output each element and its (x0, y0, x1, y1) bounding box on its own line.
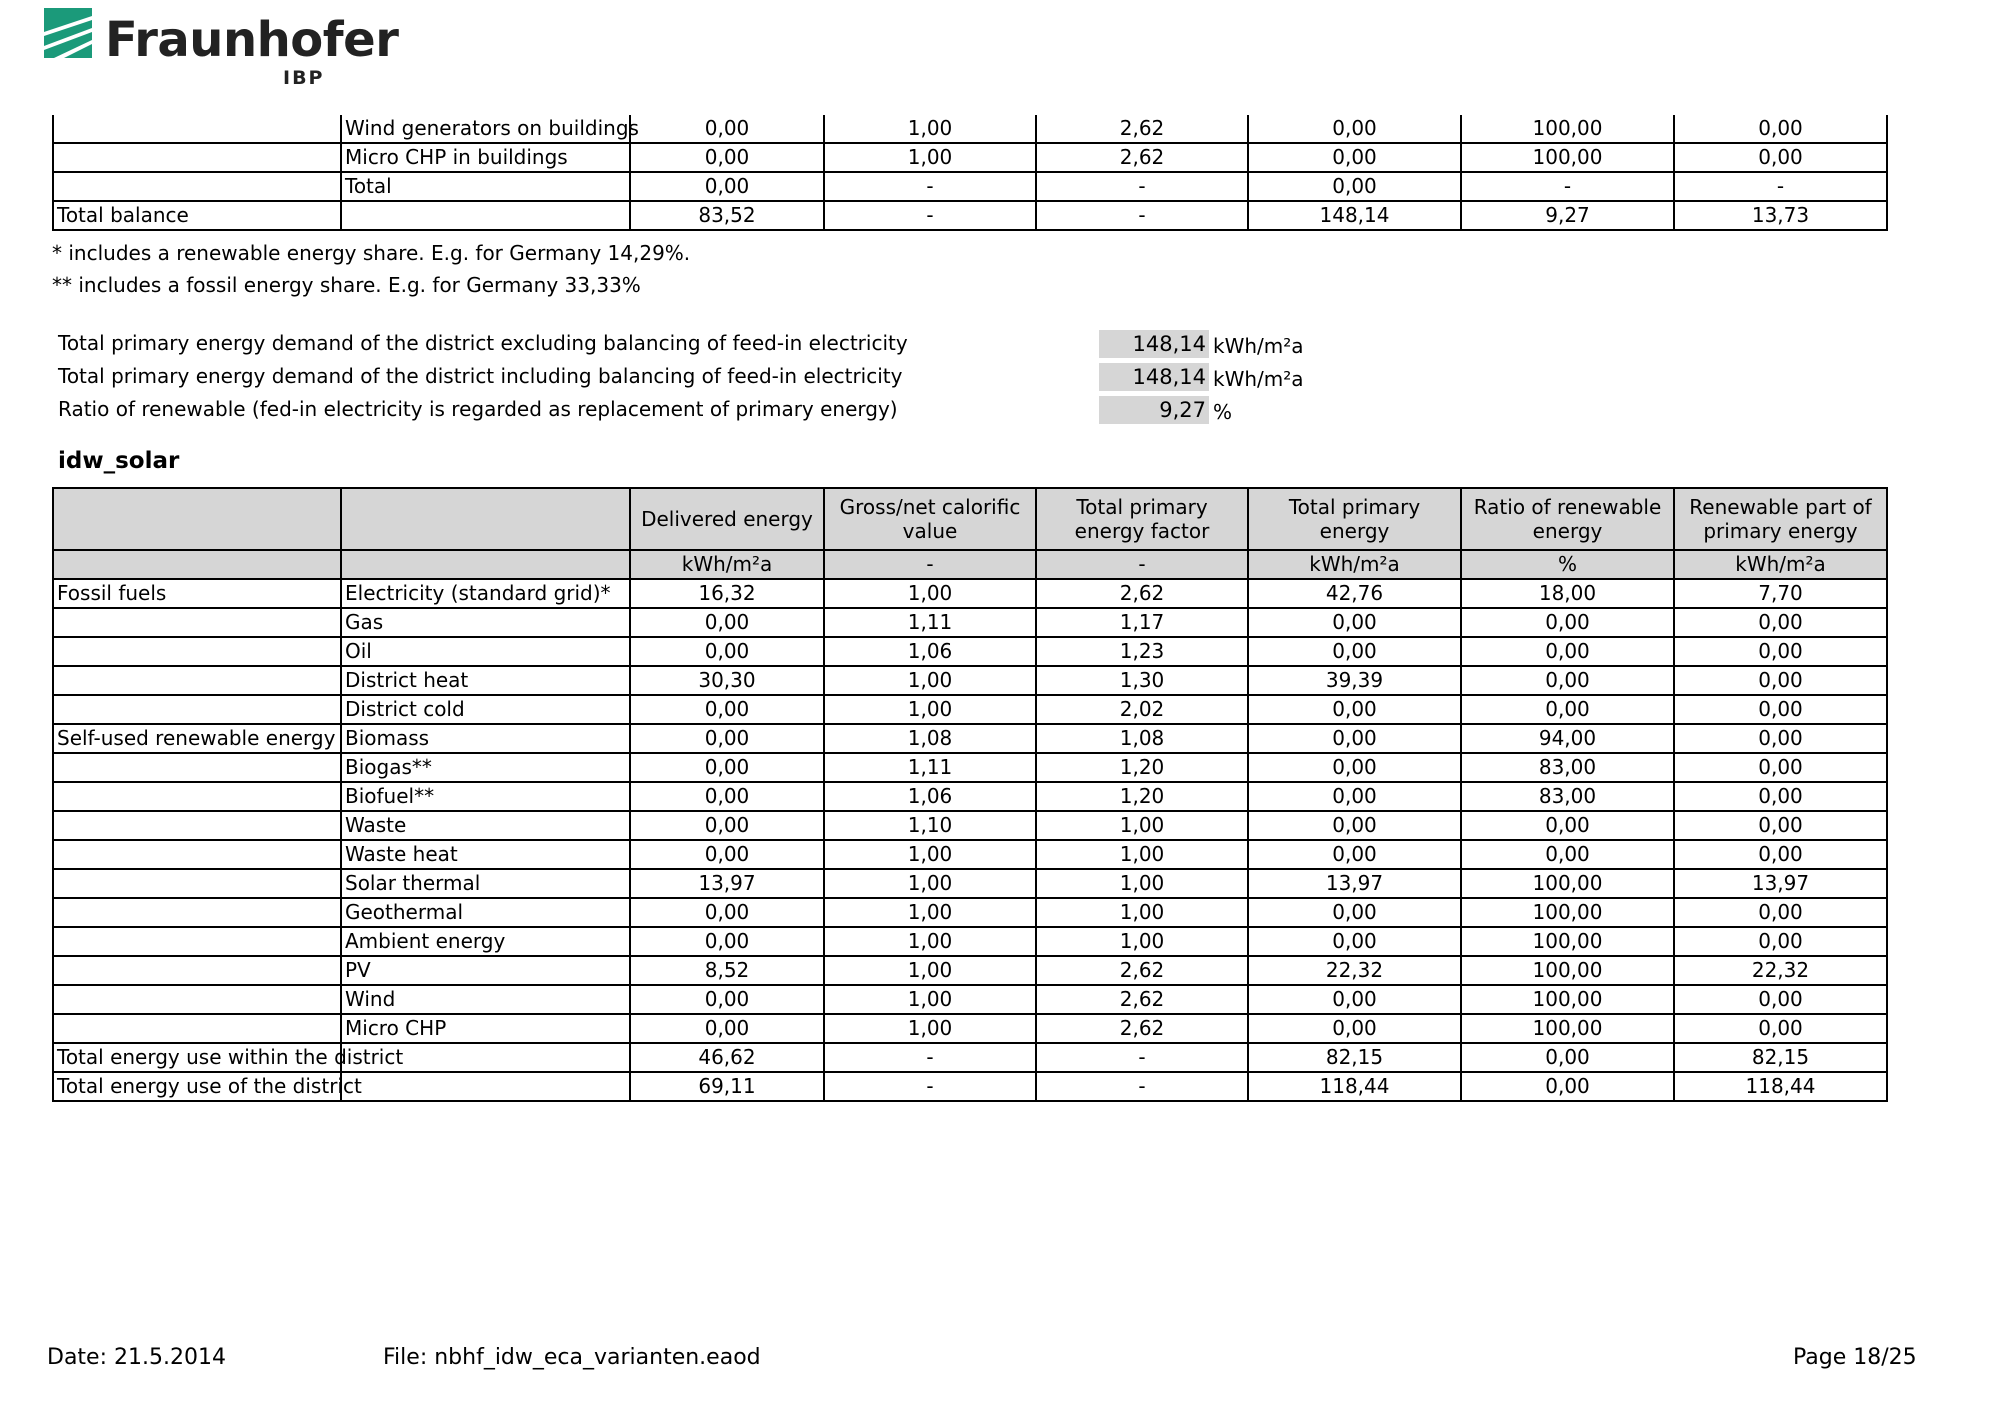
table-cell: 1,00 (824, 898, 1036, 927)
table-cell: 0,00 (1248, 637, 1461, 666)
table-cell: 13,97 (1674, 869, 1887, 898)
table-cell: 0,00 (1248, 927, 1461, 956)
table-cell: 1,06 (824, 637, 1036, 666)
table-cell: 1,00 (824, 956, 1036, 985)
table-cell: 0,00 (1674, 115, 1887, 143)
footer-date: Date: 21.5.2014 (47, 1345, 226, 1370)
table-cell: District heat (341, 666, 630, 695)
table-cell: 1,08 (1036, 724, 1248, 753)
table-cell: Waste (341, 811, 630, 840)
table-cell: - (1036, 1043, 1248, 1072)
table-row (53, 637, 1887, 666)
table-cell: 100,00 (1461, 143, 1674, 172)
table-cell (53, 927, 341, 956)
table-cell (53, 898, 341, 927)
summary-label-excl: Total primary energy demand of the district excluding balancing of feed-in electricity (58, 331, 908, 355)
table-cell: 0,00 (1248, 143, 1461, 172)
table-cell: 83,52 (630, 201, 824, 230)
table-cell: 69,11 (630, 1072, 824, 1101)
table-row (53, 782, 1887, 811)
table-cell (53, 637, 341, 666)
summary-unit-excl: kWh/m²a (1213, 334, 1304, 358)
table-cell: - (824, 1072, 1036, 1101)
table-row (53, 172, 1887, 201)
table-cell: 118,44 (1248, 1072, 1461, 1101)
table-row (53, 898, 1887, 927)
summary-value-excl: 148,14 (1099, 330, 1209, 358)
table-cell: 0,00 (1248, 753, 1461, 782)
table-cell: 83,00 (1461, 782, 1674, 811)
table-cell: 100,00 (1461, 898, 1674, 927)
column-header (341, 488, 630, 550)
table-cell: Oil (341, 637, 630, 666)
table-cell: 0,00 (1248, 724, 1461, 753)
table-cell: 0,00 (630, 143, 824, 172)
table-cell: 0,00 (1461, 1043, 1674, 1072)
table-row (53, 115, 1887, 143)
table-cell: 2,62 (1036, 1014, 1248, 1043)
unit-header: kWh/m²a (1674, 550, 1887, 579)
table-cell: 0,00 (1248, 695, 1461, 724)
note-renewable-share: * includes a renewable energy share. E.g. for Germany 14,29%. (52, 241, 691, 265)
top-table (52, 115, 1888, 231)
table-cell: 0,00 (1674, 608, 1887, 637)
table-row (53, 985, 1887, 1014)
table-cell: 22,32 (1674, 956, 1887, 985)
table-cell: 0,00 (630, 927, 824, 956)
table-cell: 0,00 (1248, 115, 1461, 143)
table-cell: - (1036, 201, 1248, 230)
table-cell: Gas (341, 608, 630, 637)
table-cell: Biomass (341, 724, 630, 753)
table-cell: 2,62 (1036, 115, 1248, 143)
table-cell: 1,00 (1036, 927, 1248, 956)
table-row (53, 201, 1887, 230)
table-cell: 100,00 (1461, 1014, 1674, 1043)
table-cell (53, 811, 341, 840)
main-table (52, 487, 1888, 1102)
table-row (53, 579, 1887, 608)
fraunhofer-logo-icon (44, 8, 92, 58)
table-cell (53, 666, 341, 695)
table-cell: 83,00 (1461, 753, 1674, 782)
table-cell: 13,97 (630, 869, 824, 898)
table-cell (53, 695, 341, 724)
table-cell: 0,00 (630, 782, 824, 811)
table-cell: 82,15 (1248, 1043, 1461, 1072)
table-cell: 1,00 (824, 1014, 1036, 1043)
table-cell: 1,00 (824, 985, 1036, 1014)
table-cell: Wind generators on buildings (341, 115, 630, 143)
table-cell: - (1461, 172, 1674, 201)
table-cell: 0,00 (1674, 143, 1887, 172)
table-cell: 82,15 (1674, 1043, 1887, 1072)
table-cell: 0,00 (1461, 637, 1674, 666)
table-cell: 0,00 (1248, 1014, 1461, 1043)
table-cell: 1,10 (824, 811, 1036, 840)
table-cell: 1,08 (824, 724, 1036, 753)
table-row (53, 666, 1887, 695)
table-cell: Wind (341, 985, 630, 1014)
table-cell: 0,00 (1461, 608, 1674, 637)
column-header: Ratio of renewable energy (1461, 488, 1674, 550)
table-cell: Self-used renewable energy (53, 724, 341, 753)
table-cell: 7,70 (1674, 579, 1887, 608)
table-cell: 100,00 (1461, 956, 1674, 985)
summary-value-ratio: 9,27 (1099, 396, 1209, 424)
table-row (53, 927, 1887, 956)
table-cell: Ambient energy (341, 927, 630, 956)
table-cell: 1,00 (824, 927, 1036, 956)
table-row (53, 143, 1887, 172)
total-row (53, 1072, 1887, 1101)
table-cell: 0,00 (1674, 753, 1887, 782)
table-cell: 0,00 (630, 608, 824, 637)
table-cell: - (1036, 172, 1248, 201)
table-cell: 1,11 (824, 608, 1036, 637)
table-cell: 2,02 (1036, 695, 1248, 724)
logo-name: Fraunhofer (105, 12, 399, 68)
logo-sub: IBP (283, 67, 325, 89)
table-cell: 1,00 (1036, 840, 1248, 869)
table-cell: 0,00 (630, 695, 824, 724)
table-cell: 100,00 (1461, 869, 1674, 898)
table-cell: - (1674, 172, 1887, 201)
table-cell: 0,00 (630, 1014, 824, 1043)
summary-unit-incl: kWh/m²a (1213, 367, 1304, 391)
table-cell: 1,06 (824, 782, 1036, 811)
table-cell: 2,62 (1036, 579, 1248, 608)
table-cell: 2,62 (1036, 985, 1248, 1014)
table-cell: 0,00 (630, 898, 824, 927)
section-title: idw_solar (58, 448, 180, 474)
table-cell: - (824, 201, 1036, 230)
table-row (53, 956, 1887, 985)
table-cell: 0,00 (1461, 840, 1674, 869)
header-row (53, 488, 1887, 550)
total-row (53, 1043, 1887, 1072)
unit-header: - (1036, 550, 1248, 579)
unit-header: kWh/m²a (630, 550, 824, 579)
table-cell: 1,17 (1036, 608, 1248, 637)
table-cell (53, 143, 341, 172)
table-cell: Micro CHP in buildings (341, 143, 630, 172)
table-cell: 0,00 (1674, 1014, 1887, 1043)
table-cell: 0,00 (1674, 637, 1887, 666)
table-cell: 0,00 (1248, 985, 1461, 1014)
table-cell: - (824, 172, 1036, 201)
column-header: Gross/net calorific value (824, 488, 1036, 550)
table-cell: 0,00 (630, 115, 824, 143)
table-cell: 100,00 (1461, 985, 1674, 1014)
table-cell: 148,14 (1248, 201, 1461, 230)
table-cell: 0,00 (1674, 811, 1887, 840)
table-cell: 0,00 (630, 985, 824, 1014)
column-header: Delivered energy (630, 488, 824, 550)
table-cell: 0,00 (630, 840, 824, 869)
unit-header: kWh/m²a (1248, 550, 1461, 579)
table-cell: 9,27 (1461, 201, 1674, 230)
table-cell: 30,30 (630, 666, 824, 695)
table-cell: 8,52 (630, 956, 824, 985)
table-cell: Total (341, 172, 630, 201)
table-cell (53, 956, 341, 985)
table-cell: 0,00 (1248, 811, 1461, 840)
table-row (53, 840, 1887, 869)
table-cell: 0,00 (630, 811, 824, 840)
table-cell (341, 1072, 630, 1101)
table-cell: 1,00 (824, 840, 1036, 869)
table-row (53, 608, 1887, 637)
table-cell: Solar thermal (341, 869, 630, 898)
table-cell (341, 201, 630, 230)
table-cell (53, 985, 341, 1014)
table-cell: 13,97 (1248, 869, 1461, 898)
table-cell: 0,00 (630, 172, 824, 201)
table-cell: 0,00 (1248, 840, 1461, 869)
column-header (53, 488, 341, 550)
table-cell (53, 753, 341, 782)
table-cell: Waste heat (341, 840, 630, 869)
table-cell: 1,00 (1036, 898, 1248, 927)
footer-page: Page 18/25 (1793, 1345, 1917, 1370)
table-cell: 0,00 (1248, 782, 1461, 811)
table-cell: 1,00 (824, 666, 1036, 695)
table-cell: 1,23 (1036, 637, 1248, 666)
table-cell (53, 840, 341, 869)
table-cell: 1,20 (1036, 753, 1248, 782)
note-fossil-share: ** includes a fossil energy share. E.g. for Germany 33,33% (52, 273, 641, 297)
table-cell: 0,00 (630, 753, 824, 782)
table-cell: Biogas** (341, 753, 630, 782)
summary-unit-ratio: % (1213, 400, 1233, 424)
table-cell: Biofuel** (341, 782, 630, 811)
table-cell: 1,30 (1036, 666, 1248, 695)
table-cell (53, 172, 341, 201)
units-row (53, 550, 1887, 579)
table-cell: 22,32 (1248, 956, 1461, 985)
table-cell: 1,20 (1036, 782, 1248, 811)
table-cell: 0,00 (1461, 1072, 1674, 1101)
table-row (53, 1014, 1887, 1043)
summary-label-incl: Total primary energy demand of the district including balancing of feed-in electricity (58, 364, 903, 388)
table-cell: 1,11 (824, 753, 1036, 782)
table-cell: Total balance (53, 201, 341, 230)
table-cell: 18,00 (1461, 579, 1674, 608)
table-cell: PV (341, 956, 630, 985)
table-cell: - (824, 1043, 1036, 1072)
table-cell: 1,00 (824, 115, 1036, 143)
table-cell: 0,00 (1674, 985, 1887, 1014)
table-cell (53, 1014, 341, 1043)
table-cell (53, 115, 341, 143)
table-cell: 0,00 (1674, 666, 1887, 695)
table-cell: 0,00 (1674, 695, 1887, 724)
unit-header (53, 550, 341, 579)
unit-header: % (1461, 550, 1674, 579)
table-cell: 0,00 (1674, 898, 1887, 927)
table-cell: 0,00 (1248, 898, 1461, 927)
column-header: Total primary energy (1248, 488, 1461, 550)
table-cell: 0,00 (1248, 608, 1461, 637)
summary-label-ratio: Ratio of renewable (fed-in electricity is regarded as replacement of primary energy) (58, 397, 898, 421)
table-cell: 118,44 (1674, 1072, 1887, 1101)
table-row (53, 695, 1887, 724)
table-cell: Geothermal (341, 898, 630, 927)
table-cell: 1,00 (1036, 869, 1248, 898)
table-cell: - (1036, 1072, 1248, 1101)
table-row (53, 753, 1887, 782)
table-cell: 39,39 (1248, 666, 1461, 695)
table-cell: 46,62 (630, 1043, 824, 1072)
table-cell: 1,00 (824, 579, 1036, 608)
table-cell: 0,00 (1674, 840, 1887, 869)
table-cell: Micro CHP (341, 1014, 630, 1043)
table-cell: 42,76 (1248, 579, 1461, 608)
table-cell: Total energy use of the district (53, 1072, 341, 1101)
table-cell: Electricity (standard grid)* (341, 579, 630, 608)
unit-header: - (824, 550, 1036, 579)
table-cell: 16,32 (630, 579, 824, 608)
table-cell: 1,00 (824, 695, 1036, 724)
table-cell: 0,00 (1248, 172, 1461, 201)
table-row (53, 869, 1887, 898)
summary-value-incl: 148,14 (1099, 363, 1209, 391)
table-cell: 0,00 (630, 637, 824, 666)
table-cell (53, 782, 341, 811)
table-cell: 0,00 (1461, 811, 1674, 840)
table-cell: 0,00 (1674, 782, 1887, 811)
column-header: Renewable part of primary energy (1674, 488, 1887, 550)
table-cell: 2,62 (1036, 956, 1248, 985)
table-cell: 100,00 (1461, 115, 1674, 143)
table-cell: Total energy use within the district (53, 1043, 341, 1072)
table-cell: 1,00 (1036, 811, 1248, 840)
table-cell: 1,00 (824, 143, 1036, 172)
table-cell: 1,00 (824, 869, 1036, 898)
table-cell: 0,00 (1461, 695, 1674, 724)
table-row (53, 724, 1887, 753)
table-cell: 2,62 (1036, 143, 1248, 172)
table-cell: 94,00 (1461, 724, 1674, 753)
table-cell: 0,00 (1674, 724, 1887, 753)
table-cell: 0,00 (1674, 927, 1887, 956)
table-cell: District cold (341, 695, 630, 724)
table-cell: 13,73 (1674, 201, 1887, 230)
unit-header (341, 550, 630, 579)
table-cell: Fossil fuels (53, 579, 341, 608)
column-header: Total primary energy factor (1036, 488, 1248, 550)
footer-file: File: nbhf_idw_eca_varianten.eaod (383, 1345, 761, 1370)
table-cell: 0,00 (630, 724, 824, 753)
table-cell: 100,00 (1461, 927, 1674, 956)
table-row (53, 811, 1887, 840)
table-cell (53, 869, 341, 898)
table-cell: 0,00 (1461, 666, 1674, 695)
table-cell (53, 608, 341, 637)
